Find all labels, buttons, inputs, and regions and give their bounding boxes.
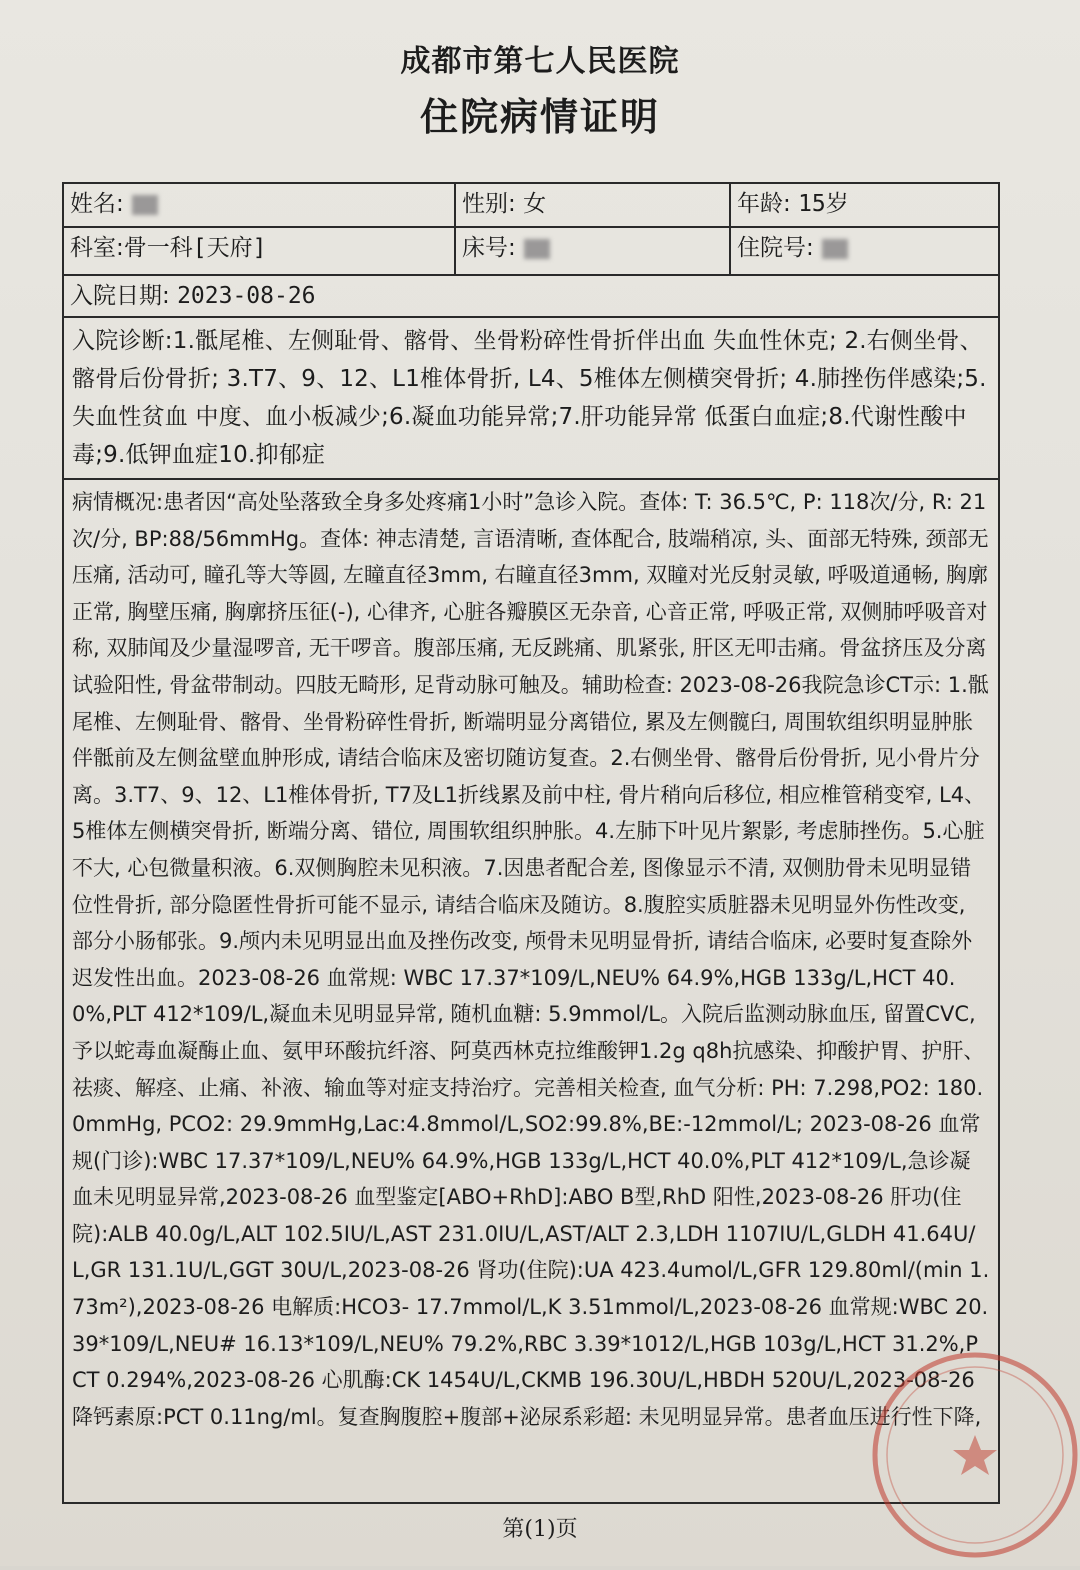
page-number: 第(1)页 — [502, 1517, 578, 1542]
admission-no-cell — [729, 228, 1000, 274]
age-value: 15岁 — [798, 191, 849, 217]
age-label: 年龄: — [737, 191, 791, 217]
dept-value: 骨一科[天府] — [123, 235, 267, 261]
gender-cell — [454, 184, 729, 226]
bed-label: 床号: — [462, 235, 516, 261]
row-admit-date — [64, 276, 998, 318]
condition-text: 患者因“高处坠落致全身多处疼痛1小时”急诊入院。查体: T: 36.5℃, P: 118次/分, R: 21次/分, BP:88/56mmHg。查体: 神志清楚, 言语清晰, 查体配合, 肢端稍凉, 头、面部无特殊, 颈部无压痛, 活动可, 瞳孔等大等圆, 左瞳直径3mm, 右瞳直径3mm, 双瞳对光反射灵敏, 呼吸道通畅, 胸廓正常, 胸壁压痛, 胸廓挤压征(-), 心律齐, 心脏各瓣膜区无杂音, 心音正常, 呼吸正常, 双侧肺呼吸音对称, 双肺闻及少量湿啰音, 无干啰音。腹部压痛, 无反跳痛、肌紧张, 肝区无叩击痛。骨盆挤压及分离试验阳性, 骨盆带制动。四肢无畸形, 足背动脉可触及。辅助检查: 2023-08-26我院急诊CT示: 1.骶尾椎、左侧耻骨、髂骨、坐骨粉碎性骨折, 断端明显分离错位, 累及左侧髋臼, 周围软组织明显肿胀伴骶前及左侧盆壁血肿形成, 请结合临床及密切随访复查。2.右侧坐骨、髂骨后份骨折, 见小骨片分离。3.T7、9、12、L1椎体骨折, T7及L1折线累及前中柱, 骨片稍向后移位, 相应椎管稍变窄, L4、5椎体左侧横突骨折, 断端分离、错位, 周围软组织肿胀。4.左肺下叶见片絮影, 考虑肺挫伤。5.心脏不大, 心包微量积液。6.双侧胸腔未见积液。7.因患者配合差, 图像显示不清, 双侧肋骨未见明显错位性骨折, 部分隐匿性骨折可能不显示, 请结合临床及随访。8.腹腔实质脏器未见明显外伤性改变, 部分小肠郁张。9.颅内未见明显出血及挫伤改变, 颅骨未见明显骨折, 请结合临床, 必要时复查除外迟发性出血。2023-08-26 血常规: WBC 17.37*109/L,NEU% 64.9%,HGB 133g/L,HCT 40.0%,PLT 412*109/L,凝血未见明显异常, 随机血糖: 5.9mmol/L。入院后监测动脉血压, 留置CVC, 予以蛇毒血凝酶止血、氨甲环酸抗纤溶、阿莫西林克拉维酸钾1.2g q8h抗感染、抑酸护胃、护肝、祛痰、解痉、止痛、补液、输血等对症支持治疗。完善相关检查, 血气分析: PH: 7.298,PO2: 180.0mmHg, PCO2: 29.9mmHg,Lac:4.8mmol/L,SO2:99.8%,BE:-12mmol/L; 2023-08-26 血常规(门诊):WBC 17.37*109/L,NEU% 64.9%,HGB 133g/L,HCT 40.0%,PLT 412*109/L,急诊凝血未见明显异常,2023-08-26 血型鉴定[ABO+RhD]:ABO B型,RhD 阳性,2023-08-26 肝功(住院):ALB 40.0g/L,ALT 102.5IU/L,AST 231.0IU/L,AST/ALT 2.3,LDH 1107IU/L,GLDH 41.64U/L,GR 131.1U/L,GGT 30U/L,2023-08-26 肾功(住院):UA 423.4umol/L,GFR 129.80ml/(min 1.73m²),2023-08-26 电解质:HCO3- 17.7mmol/L,K 3.51mmol/L,2023-08-26 血常规:WBC 20.39*109/L,NEU# 16.13*109/L,NEU% 79.2%,RBC 3.39*1012/L,HGB 103g/L,HCT 31.2%,PCT 0.294%,2023-08-26 心肌酶:CK 1454U/L,CKMB 196.30U/L,HBDH 520U/L,2023-08-26 降钙素原:PCT 0.11ng/ml。复查胸腹腔+腹部+泌尿系彩超: 未见明显异常。患者血压进行性下降, — [72, 490, 990, 1429]
gender-label: 性别: — [462, 191, 516, 217]
redacted-bed — [524, 239, 550, 259]
admit-date-value: 2023-08-26 — [177, 283, 316, 309]
diagnosis-text-block — [72, 322, 990, 474]
diagnosis-text: 1.骶尾椎、左侧耻骨、髂骨、坐骨粉碎性骨折伴出血 失血性休克; 2.右侧坐骨、髂骨后份骨折; 3.T7、9、12、L1椎体骨折, L4、5椎体左侧横突骨折; 4.肺挫伤伴感染;5.失血性贫血 中度、血小板减少;6.凝血功能异常;7.肝功能异常 低蛋白血症;8.代谢性酸中毒;9.低钾血症10.抑郁症 — [72, 328, 987, 468]
age-cell — [729, 184, 1000, 226]
hospital-seal-stamp — [860, 1340, 1080, 1570]
dept-cell — [64, 228, 454, 274]
condition-label: 病情概况: — [72, 490, 164, 514]
dept-label: 科室: — [70, 235, 124, 261]
diagnosis-section — [64, 318, 998, 480]
document-title: 住院病情证明 — [419, 94, 660, 139]
admit-date-cell — [64, 276, 1000, 316]
condition-text-block — [72, 484, 990, 1435]
hospital-name: 成都市第七人民医院 — [400, 44, 680, 79]
diagnosis-label: 入院诊断: — [72, 328, 173, 354]
gender-value: 女 — [523, 191, 547, 217]
name-label: 姓名: — [70, 191, 124, 217]
name-cell — [64, 184, 454, 226]
redacted-name — [132, 195, 158, 215]
row-basic-info — [64, 184, 998, 228]
condition-section — [64, 480, 998, 1504]
admit-date-label: 入院日期: — [70, 283, 170, 309]
bed-cell — [454, 228, 729, 274]
admission-no-label: 住院号: — [737, 235, 814, 261]
redacted-admission-no — [822, 239, 848, 259]
certificate-form — [62, 182, 1000, 1504]
row-dept-info — [64, 228, 998, 276]
